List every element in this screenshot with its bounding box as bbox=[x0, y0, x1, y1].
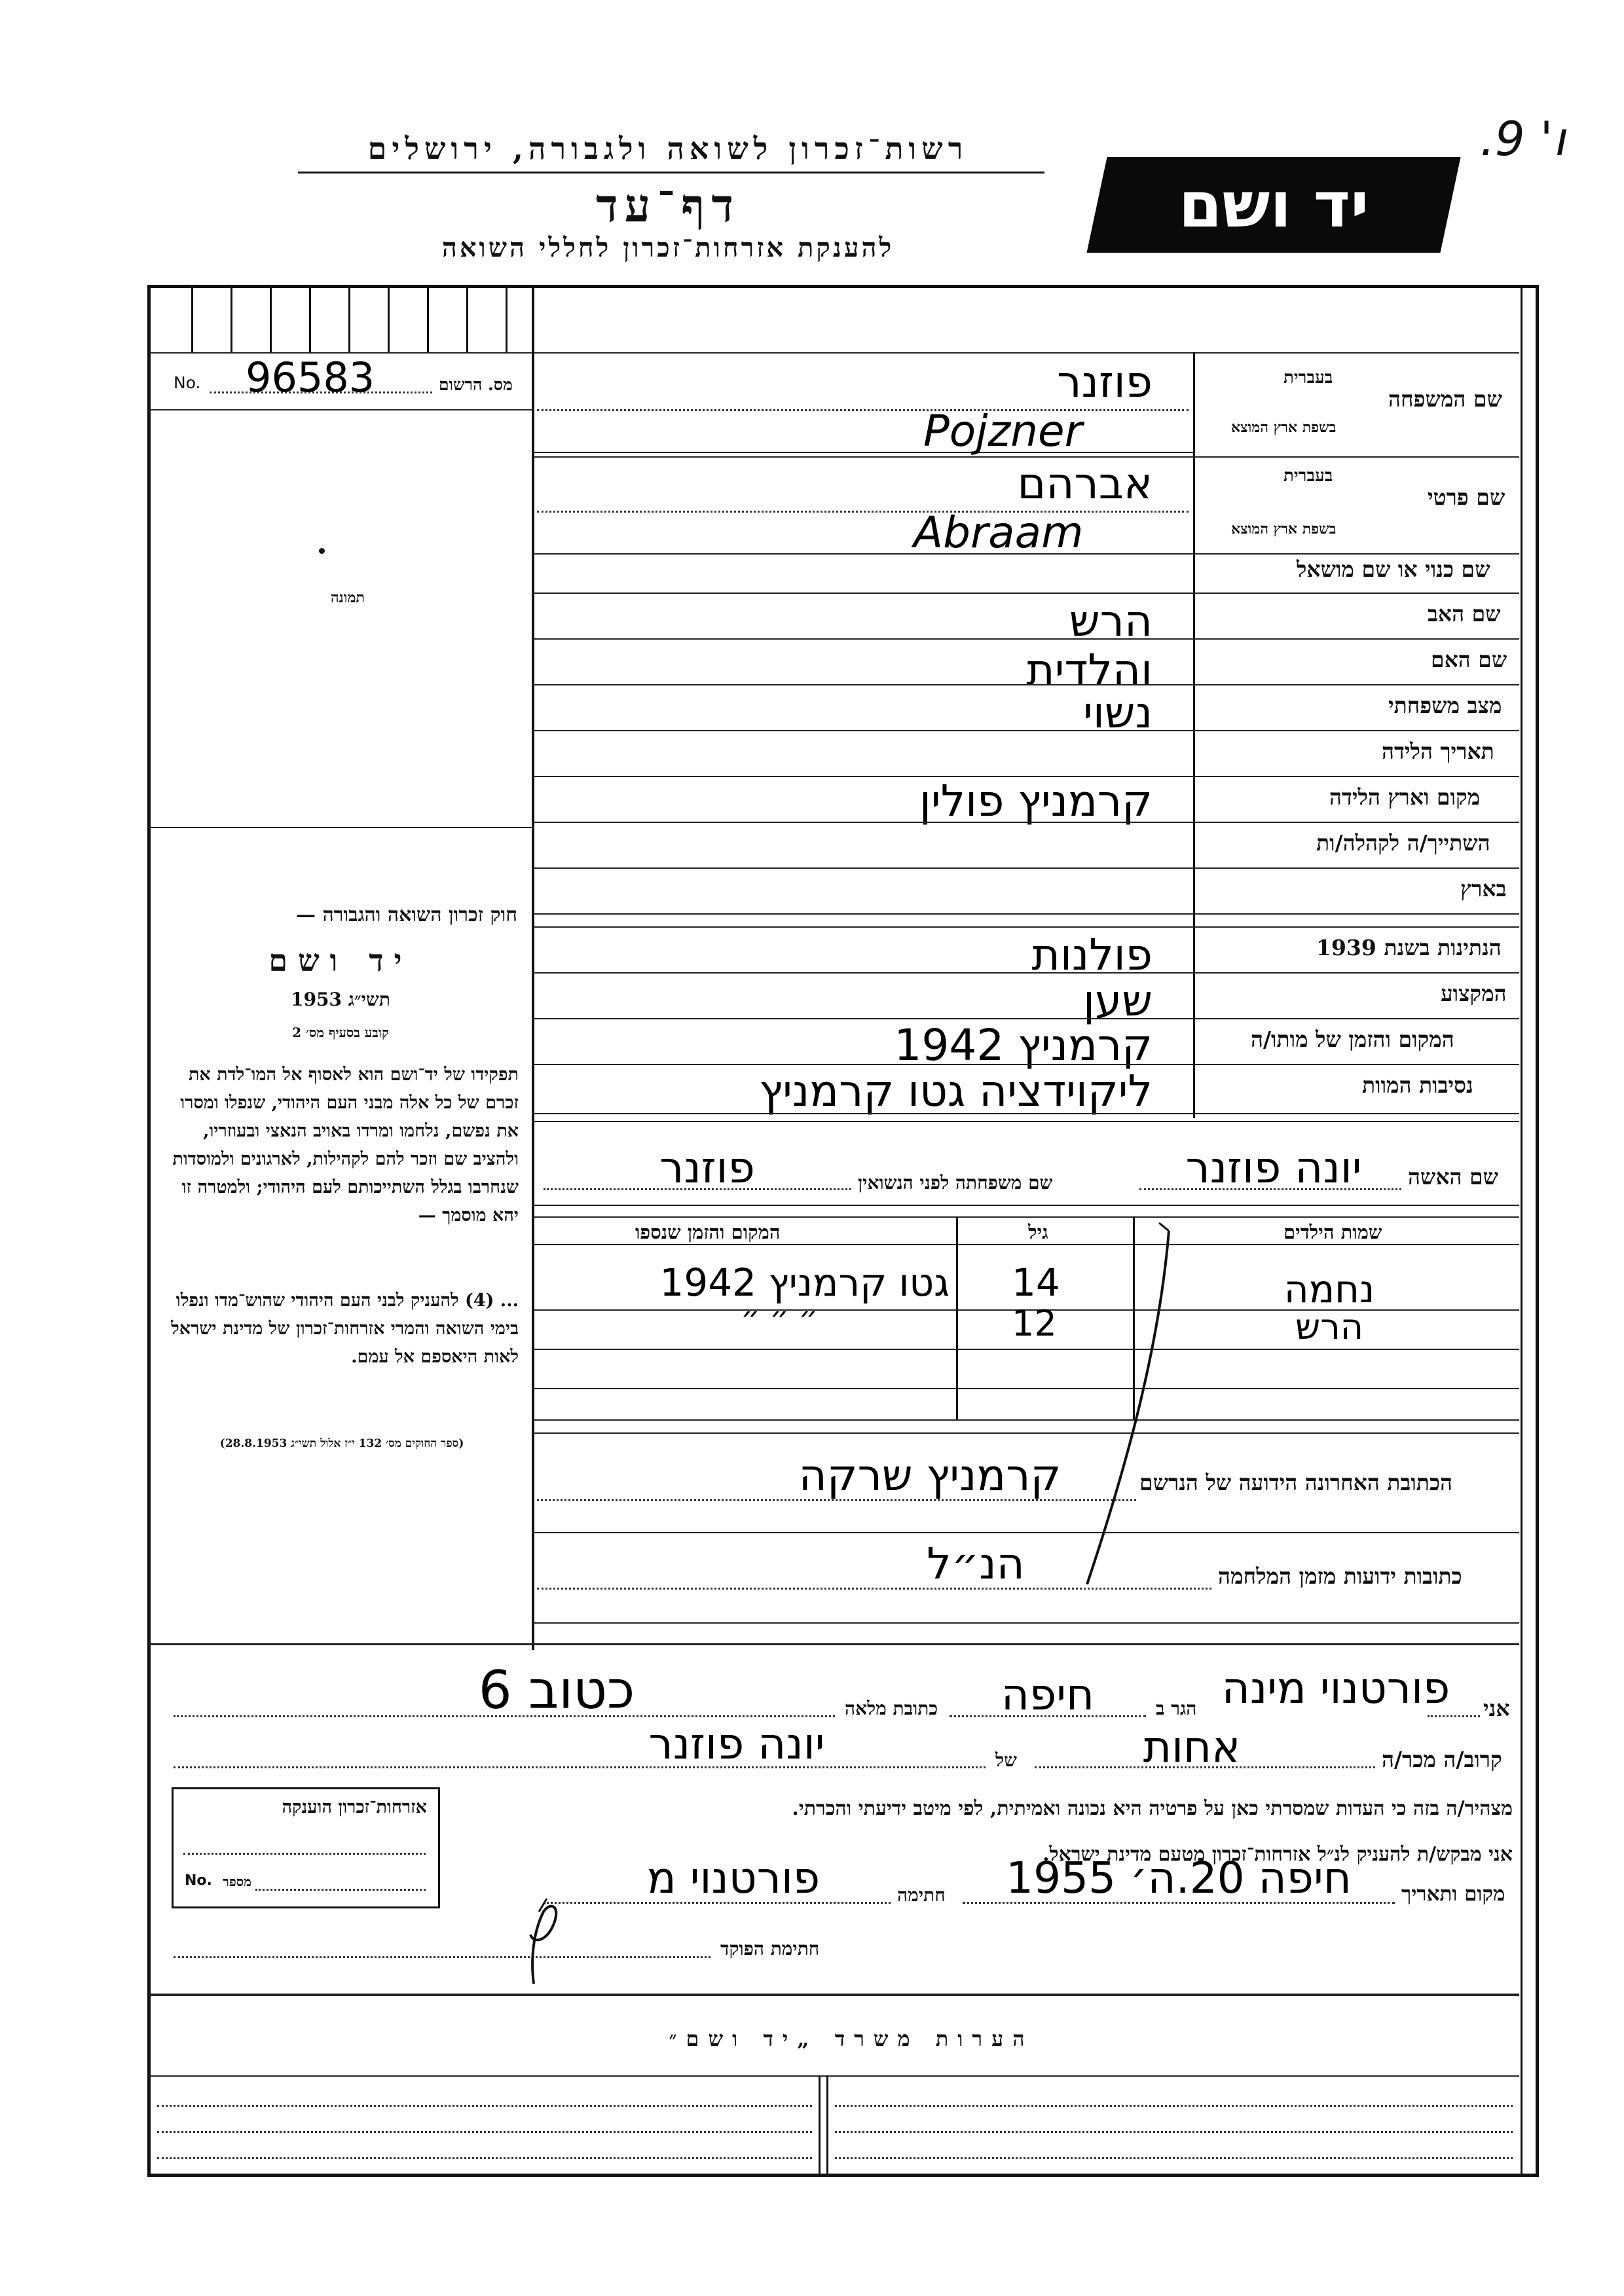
corner-note: ו' 9. bbox=[1480, 111, 1566, 166]
children-place-header: המקום והזמן שנספו bbox=[635, 1221, 781, 1243]
first-native-value: Abraam bbox=[913, 507, 1084, 558]
place-date-label: מקום ותאריך bbox=[1401, 1882, 1505, 1906]
child-2-place: ״ ״ ״ bbox=[740, 1300, 819, 1335]
citizenship-value: פולנות bbox=[1031, 930, 1153, 980]
request-text: אני מבקש/ת להעניק לנ״ל אזרחות־זכרון מטעם מדינת ישראל. bbox=[1043, 1843, 1513, 1866]
nickname-label: שם כנוי או שם מושאל bbox=[1297, 556, 1490, 582]
child-1-age: 14 bbox=[1012, 1260, 1060, 1305]
relation-value: אחות bbox=[1143, 1722, 1241, 1772]
child-1-place: גטו קרמניץ 1942 bbox=[659, 1260, 950, 1305]
of-label: של bbox=[995, 1749, 1017, 1771]
war-address-value: הנ״ל bbox=[927, 1539, 1025, 1589]
wife-value: יונה פוזנר bbox=[1185, 1142, 1362, 1193]
community-label: השתייך/ה לקהלה/ות bbox=[1316, 830, 1490, 856]
citizenship-box-no: No. bbox=[185, 1872, 212, 1889]
country-label: בארץ bbox=[1460, 876, 1507, 902]
of-value: יונה פוזנר bbox=[648, 1719, 825, 1769]
address-value: כטוב 6 bbox=[478, 1660, 635, 1721]
citizenship-label: הנתינות בשנת 1939 bbox=[1316, 935, 1502, 960]
family-name-label: שם המשפחה bbox=[1388, 386, 1502, 412]
relation-label: קרוב/ה מכר/ה bbox=[1382, 1747, 1502, 1772]
death-circumstances-value: ליקוידציה גטו קרמניץ bbox=[759, 1066, 1153, 1116]
resident-value: חיפה bbox=[1001, 1669, 1095, 1720]
war-address-label: כתובות ידועות מזמן המלחמה bbox=[1218, 1563, 1462, 1589]
registration-label: מס. הרשום bbox=[439, 375, 513, 394]
form-subtitle: להענקת אזרחות־זכרון לחללי השואה bbox=[441, 232, 895, 263]
first-hebrew-value: אברהם bbox=[1017, 458, 1153, 509]
cross-out-stroke bbox=[1048, 1218, 1218, 1597]
children-age-header: גיל bbox=[1028, 1221, 1048, 1243]
last-address-label: הכתובת האחרונה הידועה של הנרשם bbox=[1139, 1470, 1453, 1495]
photo-label: תמונה bbox=[331, 589, 365, 606]
profession-label: המקצוע bbox=[1441, 981, 1507, 1006]
mother-label: שם האם bbox=[1431, 647, 1507, 672]
marital-label: מצב משפחתי bbox=[1388, 693, 1502, 718]
father-label: שם האב bbox=[1428, 601, 1501, 627]
birth-date-label: תאריך הלידה bbox=[1382, 738, 1494, 764]
form-title: דף־עד bbox=[595, 178, 740, 232]
child-2-name: הרש bbox=[1295, 1306, 1364, 1347]
family-native-value: Pojzner bbox=[923, 406, 1082, 456]
law-name: יד ושם bbox=[268, 943, 413, 978]
citizenship-box-title: אזרחות־זכרון הוענקה bbox=[282, 1797, 427, 1817]
law-footnote: (ספר החוקים מס׳ 132 י״ז אלול תשי״ג 28.8.1953) bbox=[219, 1437, 464, 1450]
maiden-name-value: פוזנר bbox=[659, 1142, 755, 1193]
child-2-age: 12 bbox=[1012, 1303, 1057, 1344]
i-label: אני bbox=[1483, 1696, 1510, 1721]
declarant-name: פורטנוי מינה bbox=[1221, 1663, 1450, 1713]
address-label: כתובת מלאה bbox=[845, 1698, 938, 1719]
signature-label: חתימה bbox=[897, 1884, 946, 1906]
declaration-text: מצהיר/ה בזה כי העדות שמסרתי כאן על פרטיה היא נכונה ואמיתית, לפי מיטב ידיעתי והכרתי. bbox=[792, 1797, 1513, 1820]
header-underline bbox=[298, 172, 1044, 173]
death-place-label: המקום והזמן של מותו/ה bbox=[1251, 1027, 1454, 1052]
org-name: רשות־זכרון לשואה ולגבורה, ירושלים bbox=[367, 131, 969, 166]
registration-no-label: No. bbox=[174, 373, 201, 392]
law-text-1: תפקידו של יד־ושם הוא לאסוף אל המו־לדת את זכרם של כל אלה מבני העם היהודי, שנפלו ומסרו את נפשם, נלחמו ומרדו באויב הנאצי ובעוזריו, ולהציב שם וזכר להם לקהילות, לארגונים ולמוסדות שנחרבו בגלל השתייכותם לעם היהודי; ולמטרה זו יהא מוסמך — bbox=[172, 1065, 519, 1226]
family-hebrew-label: בעברית bbox=[1283, 368, 1333, 388]
mother-value: והלדית bbox=[1026, 645, 1153, 695]
citizenship-box-number-label: מספר bbox=[223, 1874, 251, 1889]
child-1-name: נחמה bbox=[1283, 1267, 1375, 1311]
first-name-label: שם פרטי bbox=[1428, 484, 1505, 510]
birth-place-label: מקום וארץ הלידה bbox=[1329, 784, 1481, 810]
family-hebrew-value: פוזנר bbox=[1057, 357, 1153, 407]
yad-vashem-logo bbox=[1086, 157, 1460, 253]
frame-inner-line bbox=[1521, 288, 1522, 2174]
last-address-value: קרמניץ שרקה bbox=[798, 1450, 1061, 1501]
children-names-header: שמות הילדים bbox=[1283, 1221, 1382, 1243]
signature-value: פורטנוי מ bbox=[646, 1853, 821, 1903]
father-value: הרש bbox=[1069, 596, 1153, 646]
law-title: חוק זכרון השואה והגבורה — bbox=[296, 903, 517, 926]
law-year: תשי״ג 1953 bbox=[291, 989, 390, 1010]
marital-value: נשוי bbox=[1083, 687, 1153, 738]
resident-label: הגר ב bbox=[1156, 1698, 1197, 1719]
wife-label: שם האשה bbox=[1408, 1164, 1498, 1190]
first-hebrew-label: בעברית bbox=[1283, 466, 1333, 486]
law-clause: קובע בסעיף מס׳ 2 bbox=[292, 1025, 389, 1040]
death-place-value: קרמניץ 1942 bbox=[894, 1020, 1153, 1070]
profession-value: שען bbox=[1082, 975, 1153, 1026]
officer-signature-label: חתימת הפוקד bbox=[720, 1938, 820, 1959]
first-native-label: בשפת ארץ המוצא bbox=[1231, 520, 1337, 538]
place-date-value: חיפה 20.ה׳ 1955 bbox=[1006, 1853, 1352, 1903]
death-circumstances-label: נסיבות המוות bbox=[1362, 1072, 1473, 1098]
family-native-label: בשפת ארץ המוצא bbox=[1231, 419, 1337, 436]
birth-place-value: קרמניץ פולין bbox=[919, 776, 1153, 826]
law-text-2: ... (4) להעניק לבני העם היהודי שהוש־מדו ונפלו בימי השואה והמרי אזרחות־זכרון של מדינת ישראל לאות היאספם אל עמם. bbox=[171, 1290, 519, 1367]
logo-text: יד ושם bbox=[1178, 168, 1369, 242]
photo-dot bbox=[319, 548, 325, 554]
office-notes-title: הערות משרד „יד ושם״ bbox=[669, 2026, 1034, 2051]
officer-signature-mark bbox=[507, 1886, 573, 1990]
maiden-name-label: שם משפחתה לפני הנשואין bbox=[858, 1172, 1053, 1194]
registration-number: 96583 bbox=[246, 354, 375, 401]
